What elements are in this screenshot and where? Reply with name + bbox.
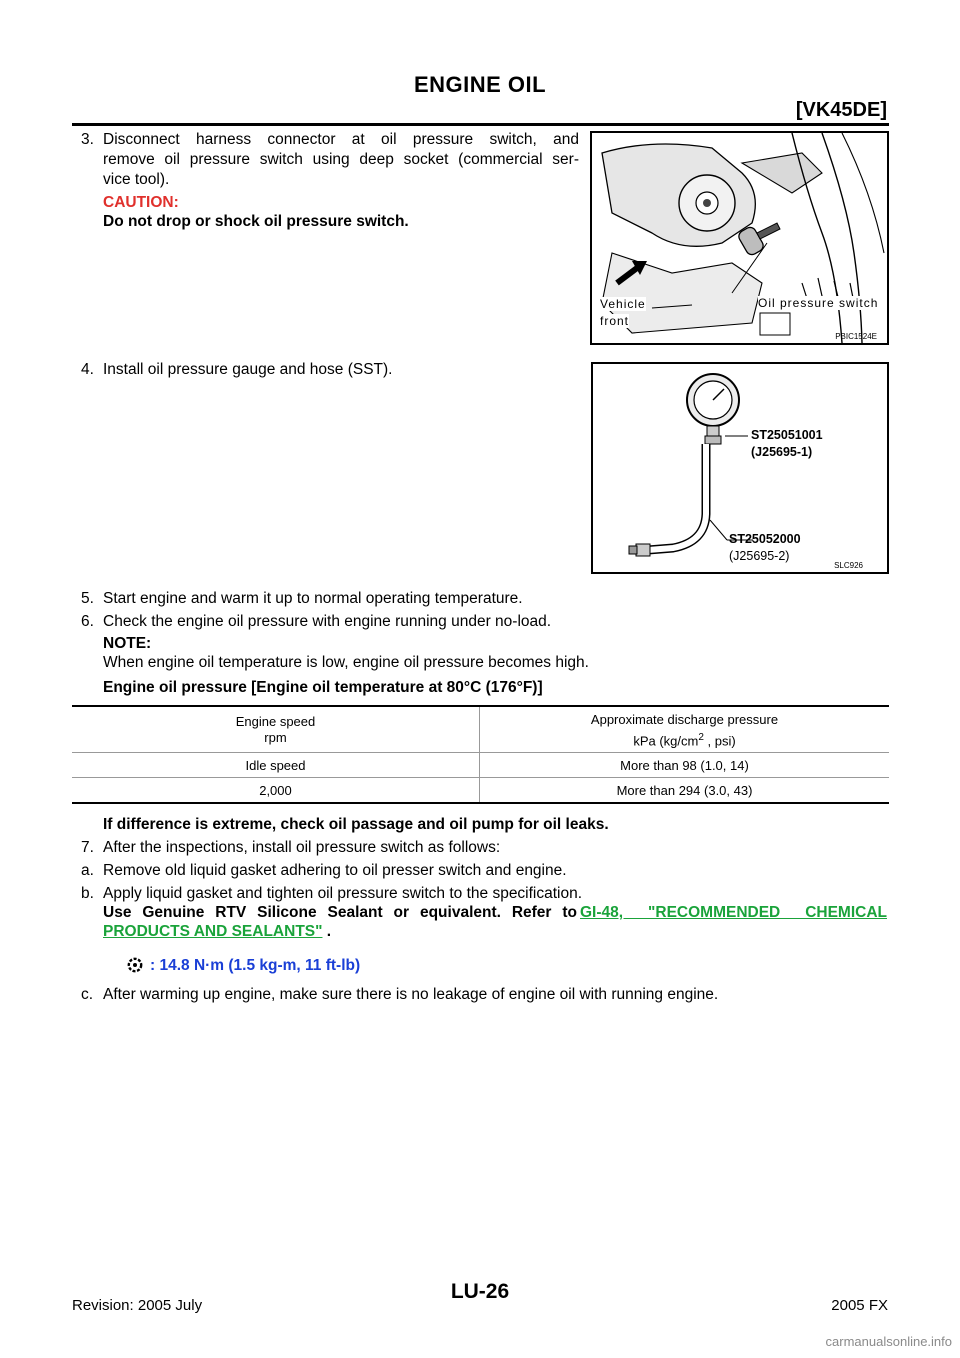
table-header-rule [72, 752, 889, 753]
caution-text: Do not drop or shock oil pressure switch. [103, 213, 409, 230]
step-3-number: 3. [81, 131, 94, 148]
step-5-number: 5. [81, 590, 94, 607]
table-bottom-rule [72, 802, 889, 804]
step-5-text: Start engine and warm it up to normal operating temperature. [103, 590, 523, 607]
footer-revision: Revision: 2005 July [72, 1297, 203, 1314]
step-b-text: Apply liquid gasket and tighten oil pressure switch to the specification. [103, 885, 583, 902]
row-2-pressure: More than 294 (3.0, 43) [616, 783, 753, 798]
step-c-text: After warming up engine, make sure there is no leakage of engine oil with running engine. [103, 986, 719, 1003]
table-top-rule [72, 705, 889, 707]
label-j25695-2: (J25695-2) [729, 549, 790, 563]
label-front: front [600, 314, 630, 328]
caution-label: CAUTION: [103, 194, 179, 211]
row-1-pressure: More than 98 (1.0, 14) [620, 758, 749, 773]
step-b-reference: Use Genuine RTV Silicone Sealant or equivalent. Refer to [103, 904, 577, 921]
figure-oil-pressure-gauge [591, 362, 889, 574]
label-st25051001: ST25051001 [751, 428, 823, 442]
header-pressure-units [480, 729, 889, 749]
engine-illustration [592, 133, 887, 343]
label-oil-pressure-switch: Oil pressure switch [758, 296, 879, 310]
step-3-line-3: vice tool). [103, 171, 170, 188]
table-row-rule [72, 777, 889, 778]
note-label: NOTE: [103, 635, 152, 652]
row-2-speed: 2,000 [259, 783, 292, 798]
header-unit-kpa: kPa (kg/cm [633, 733, 699, 749]
difference-text: If difference is extreme, check oil passage and oil pump for oil leaks. [103, 816, 609, 833]
link-recommended-chemical[interactable]: GI-48, "RECOMMENDED CHEMICAL [580, 904, 887, 921]
figure-code: SLC926 [834, 561, 863, 570]
step-4-number: 4. [81, 361, 94, 378]
figure-oil-pressure-switch [590, 131, 889, 345]
header-rpm: rpm [264, 730, 287, 745]
step-a-text: Remove old liquid gasket adhering to oil presser switch and engine. [103, 862, 567, 879]
watermark: carmanualsonline.info [825, 1334, 952, 1349]
step-7-number: 7. [81, 839, 94, 856]
header-rule [72, 123, 889, 126]
footer-model: 2005 FX [831, 1297, 888, 1314]
step-3-line-1: Disconnect harness connector at oil pressure switch, and [103, 131, 579, 148]
step-6-number: 6. [81, 613, 94, 630]
page-number: LU-26 [450, 1280, 510, 1303]
spec-title: Engine oil pressure [Engine oil temperature at 80°C (176°F)] [103, 679, 543, 696]
section-code: [VK45DE] [795, 99, 887, 121]
oil-pressure-table [72, 705, 889, 805]
step-3-line-2: remove oil pressure switch using deep socket (commercial ser- [103, 151, 579, 168]
step-a-number: a. [81, 862, 94, 879]
label-st25052000: ST25052000 [729, 532, 801, 546]
header-engine-speed: Engine speed [235, 714, 316, 729]
step-b-number: b. [81, 885, 94, 902]
step-4-text: Install oil pressure gauge and hose (SST). [103, 361, 393, 378]
torque-wrench-icon [126, 956, 144, 974]
step-c-number: c. [81, 986, 94, 1003]
step-6-text: Check the engine oil pressure with engine running under no-load. [103, 613, 552, 630]
header-discharge-pressure: Approximate discharge pressure [590, 712, 779, 727]
figure-code: PBIC1524E [835, 332, 877, 341]
label-j25695-1: (J25695-1) [751, 445, 813, 459]
row-1-speed: Idle speed [245, 758, 306, 773]
header-unit-psi: , psi) [703, 733, 736, 749]
link-products-and-sealants[interactable]: PRODUCTS AND SEALANTS" [103, 923, 323, 940]
note-text: When engine oil temperature is low, engine oil pressure becomes high. [103, 654, 589, 671]
label-vehicle: Vehicle [600, 297, 646, 311]
page-title: ENGINE OIL [413, 72, 547, 97]
link-period: . [326, 923, 332, 940]
step-7-text: After the inspections, install oil pressure switch as follows: [103, 839, 501, 856]
step-b-reference-line-2 [103, 922, 331, 942]
header-unit-superscript: 2 [698, 732, 704, 743]
torque-spec: : 14.8 N·m (1.5 kg-m, 11 ft-lb) [150, 957, 361, 974]
